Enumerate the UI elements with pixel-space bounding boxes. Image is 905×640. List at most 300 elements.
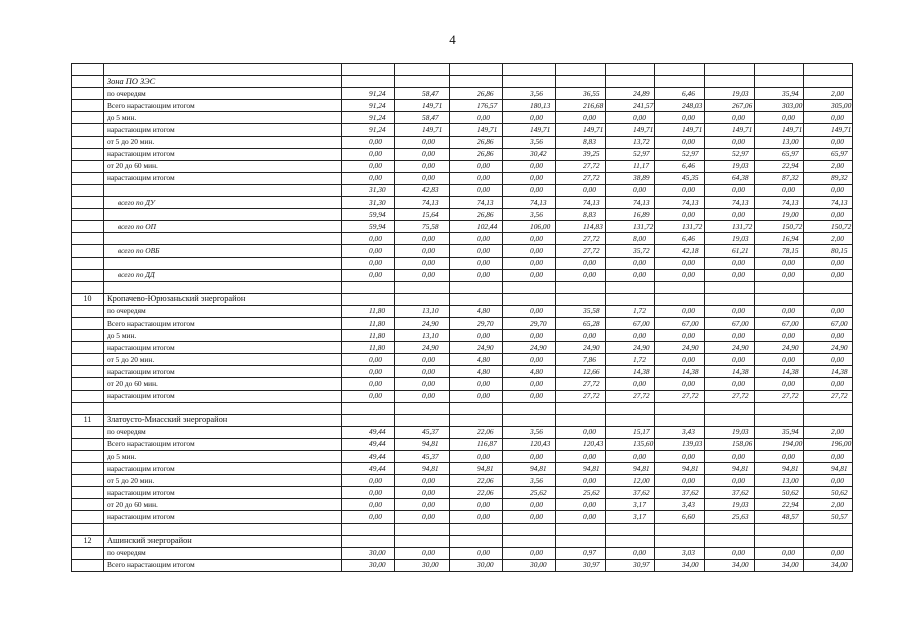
row-index-cell (72, 136, 104, 148)
value-cell: 74,13 (606, 197, 655, 209)
value-cell: 0,00 (342, 354, 395, 366)
value-cell: 0,00 (804, 305, 853, 317)
value-cell: 305,00 (804, 100, 853, 112)
value-cell: 0,00 (450, 511, 503, 523)
empty-cell (342, 402, 395, 414)
value-cell: 29,70 (450, 317, 503, 329)
value-cell: 0,00 (450, 160, 503, 172)
value-cell: 0,00 (556, 511, 606, 523)
row-index-cell (72, 317, 104, 329)
value-cell: 2,00 (804, 426, 853, 438)
value-cell: 0,00 (342, 487, 395, 499)
row-label-cell (104, 209, 342, 221)
value-cell: 27,72 (556, 160, 606, 172)
value-cell (556, 535, 606, 547)
empty-cell (503, 402, 556, 414)
value-cell: 74,13 (503, 197, 556, 209)
value-cell: 0,00 (804, 184, 853, 196)
value-cell: 176,57 (450, 100, 503, 112)
row-index-cell (72, 305, 104, 317)
table-row (72, 487, 853, 499)
value-cell: 30,42 (503, 148, 556, 160)
value-cell: 0,00 (804, 257, 853, 269)
value-cell: 65,97 (755, 148, 804, 160)
table-row (72, 136, 853, 148)
value-cell: 24,89 (606, 88, 655, 100)
value-cell: 0,00 (556, 451, 606, 463)
table-row (72, 438, 853, 450)
value-cell (606, 293, 655, 305)
value-cell: 26,86 (450, 148, 503, 160)
value-cell: 0,00 (395, 366, 450, 378)
value-cell: 0,00 (655, 378, 705, 390)
value-cell: 216,68 (556, 100, 606, 112)
value-cell: 8,83 (556, 136, 606, 148)
value-cell: 49,44 (342, 438, 395, 450)
value-cell: 114,83 (556, 221, 606, 233)
value-cell: 52,97 (655, 148, 705, 160)
value-cell: 27,72 (556, 172, 606, 184)
value-cell (804, 535, 853, 547)
value-cell: 0,00 (503, 257, 556, 269)
value-cell: 0,00 (804, 136, 853, 148)
value-cell: 50,57 (804, 511, 853, 523)
value-cell: 0,00 (395, 148, 450, 160)
value-cell: 0,00 (755, 547, 804, 559)
value-cell: 0,00 (395, 233, 450, 245)
value-cell: 13,10 (395, 305, 450, 317)
value-cell (755, 293, 804, 305)
value-cell: 30,00 (342, 559, 395, 571)
value-cell: 3,43 (655, 426, 705, 438)
table-row (72, 197, 853, 209)
value-cell (395, 535, 450, 547)
empty-cell (755, 64, 804, 76)
value-cell: 14,38 (804, 366, 853, 378)
value-cell: 0,00 (705, 136, 755, 148)
empty-cell (450, 281, 503, 293)
value-cell: 0,00 (804, 547, 853, 559)
table-spacer-row (72, 281, 853, 293)
empty-cell (395, 281, 450, 293)
value-cell: 0,00 (342, 499, 395, 511)
value-cell: 49,44 (342, 463, 395, 475)
value-cell: 0,00 (450, 184, 503, 196)
value-cell: 74,13 (556, 197, 606, 209)
value-cell: 50,62 (804, 487, 853, 499)
value-cell: 94,81 (556, 463, 606, 475)
value-cell (804, 76, 853, 88)
empty-cell (556, 523, 606, 535)
value-cell (755, 535, 804, 547)
empty-cell (556, 64, 606, 76)
value-cell: 74,13 (804, 197, 853, 209)
value-cell: 0,00 (655, 184, 705, 196)
value-cell: 49,44 (342, 451, 395, 463)
table-row (72, 330, 853, 342)
value-cell: 0,00 (503, 305, 556, 317)
value-cell: 6,46 (655, 233, 705, 245)
row-index-cell: 11 (72, 414, 104, 426)
value-cell (503, 535, 556, 547)
table-row (72, 317, 853, 329)
value-cell: 75,58 (395, 221, 450, 233)
empty-cell (804, 523, 853, 535)
table-row (72, 354, 853, 366)
value-cell: 0,00 (606, 451, 655, 463)
value-cell: 13,72 (606, 136, 655, 148)
value-cell: 0,00 (395, 269, 450, 281)
table-row (72, 76, 853, 88)
value-cell: 50,62 (755, 487, 804, 499)
row-index-cell: 12 (72, 535, 104, 547)
value-cell: 149,71 (503, 124, 556, 136)
value-cell: 0,00 (450, 172, 503, 184)
value-cell: 94,81 (804, 463, 853, 475)
row-label-cell (104, 233, 342, 245)
table-spacer-row (72, 402, 853, 414)
value-cell: 131,72 (705, 221, 755, 233)
value-cell: 0,00 (395, 245, 450, 257)
value-cell: 0,00 (342, 366, 395, 378)
value-cell: 52,97 (705, 148, 755, 160)
value-cell: 0,00 (450, 390, 503, 402)
table-row (72, 148, 853, 160)
row-index-cell (72, 76, 104, 88)
value-cell: 0,00 (804, 269, 853, 281)
value-cell: 0,00 (705, 378, 755, 390)
empty-cell (450, 523, 503, 535)
value-cell: 120,43 (556, 438, 606, 450)
value-cell: 180,13 (503, 100, 556, 112)
table-row (72, 257, 853, 269)
table-row (72, 390, 853, 402)
value-cell: 196,00 (804, 438, 853, 450)
table-row (72, 547, 853, 559)
row-index-cell (72, 451, 104, 463)
empty-cell (503, 523, 556, 535)
value-cell: 0,00 (705, 475, 755, 487)
empty-cell (606, 281, 655, 293)
value-cell: 24,90 (606, 342, 655, 354)
value-cell: 0,00 (705, 209, 755, 221)
value-cell: 3,17 (606, 499, 655, 511)
value-cell: 0,00 (395, 172, 450, 184)
row-label-cell: нарастающим итогом (104, 172, 342, 184)
empty-cell (104, 281, 342, 293)
row-label-cell: всего по ДД (104, 269, 342, 281)
empty-cell (606, 64, 655, 76)
table-row (72, 100, 853, 112)
table-row (72, 160, 853, 172)
value-cell: 1,72 (606, 305, 655, 317)
value-cell: 149,71 (606, 124, 655, 136)
value-cell: 8,00 (606, 233, 655, 245)
row-index-cell (72, 184, 104, 196)
value-cell: 27,72 (556, 245, 606, 257)
value-cell: 26,86 (450, 136, 503, 148)
value-cell: 3,56 (503, 426, 556, 438)
value-cell: 150,72 (755, 221, 804, 233)
table-row (72, 305, 853, 317)
value-cell: 91,24 (342, 88, 395, 100)
value-cell: 59,94 (342, 221, 395, 233)
value-cell (450, 293, 503, 305)
empty-cell (395, 523, 450, 535)
value-cell: 150,72 (804, 221, 853, 233)
value-cell (755, 414, 804, 426)
value-cell: 0,00 (503, 184, 556, 196)
value-cell (655, 76, 705, 88)
value-cell: 3,56 (503, 209, 556, 221)
row-index-cell (72, 209, 104, 221)
value-cell: 4,80 (503, 366, 556, 378)
value-cell: 30,00 (450, 559, 503, 571)
value-cell: 120,43 (503, 438, 556, 450)
row-label-cell: всего по ОВБ (104, 245, 342, 257)
value-cell: 303,00 (755, 100, 804, 112)
row-index-cell (72, 511, 104, 523)
value-cell: 0,00 (342, 245, 395, 257)
value-cell: 7,86 (556, 354, 606, 366)
value-cell: 3,17 (606, 511, 655, 523)
value-cell: 64,38 (705, 172, 755, 184)
value-cell: 24,90 (503, 342, 556, 354)
value-cell: 24,90 (450, 342, 503, 354)
value-cell: 0,00 (755, 354, 804, 366)
value-cell: 0,00 (705, 354, 755, 366)
value-cell: 0,00 (804, 378, 853, 390)
value-cell: 13,10 (395, 330, 450, 342)
row-index-cell (72, 354, 104, 366)
value-cell: 61,21 (705, 245, 755, 257)
empty-cell (450, 64, 503, 76)
empty-cell (503, 64, 556, 76)
value-cell: 0,00 (755, 269, 804, 281)
value-cell: 52,97 (606, 148, 655, 160)
value-cell (705, 535, 755, 547)
row-label-cell: нарастающим итогом (104, 487, 342, 499)
empty-cell (655, 281, 705, 293)
value-cell: 0,00 (503, 245, 556, 257)
row-index-cell (72, 172, 104, 184)
value-cell (503, 76, 556, 88)
row-label-cell: нарастающим итогом (104, 342, 342, 354)
value-cell: 0,00 (450, 499, 503, 511)
value-cell: 0,00 (804, 475, 853, 487)
value-cell: 67,00 (606, 317, 655, 329)
empty-cell (705, 402, 755, 414)
value-cell: 0,00 (503, 547, 556, 559)
value-cell: 11,80 (342, 317, 395, 329)
row-label-cell: до 5 мин. (104, 330, 342, 342)
row-label-cell: всего по ОП (104, 221, 342, 233)
row-label-cell: от 20 до 60 мин. (104, 160, 342, 172)
table-row (72, 463, 853, 475)
value-cell: 0,00 (503, 233, 556, 245)
value-cell: 0,00 (342, 511, 395, 523)
value-cell: 14,38 (655, 366, 705, 378)
value-cell (655, 293, 705, 305)
value-cell: 0,00 (503, 511, 556, 523)
value-cell: 19,00 (755, 209, 804, 221)
value-cell: 131,72 (655, 221, 705, 233)
row-label-cell: по очередям (104, 88, 342, 100)
row-label-cell: по очередям (104, 305, 342, 317)
value-cell: 0,00 (606, 257, 655, 269)
value-cell: 0,00 (705, 112, 755, 124)
row-label-cell: до 5 мин. (104, 112, 342, 124)
value-cell: 0,00 (342, 257, 395, 269)
value-cell: 0,00 (395, 390, 450, 402)
value-cell: 0,00 (556, 257, 606, 269)
empty-cell (342, 523, 395, 535)
value-cell (450, 535, 503, 547)
value-cell: 36,55 (556, 88, 606, 100)
value-cell: 248,03 (655, 100, 705, 112)
table-row (72, 378, 853, 390)
value-cell: 0,00 (450, 269, 503, 281)
value-cell: 58,47 (395, 88, 450, 100)
value-cell: 0,00 (655, 136, 705, 148)
value-cell: 0,97 (556, 547, 606, 559)
value-cell: 74,13 (395, 197, 450, 209)
row-index-cell (72, 487, 104, 499)
value-cell: 13,00 (755, 475, 804, 487)
value-cell (503, 293, 556, 305)
value-cell: 0,00 (655, 305, 705, 317)
row-index-cell (72, 475, 104, 487)
table-row (72, 451, 853, 463)
value-cell: 0,00 (450, 112, 503, 124)
value-cell: 11,80 (342, 342, 395, 354)
value-cell: 37,62 (606, 487, 655, 499)
value-cell: 0,00 (755, 378, 804, 390)
value-cell: 149,71 (556, 124, 606, 136)
empty-cell (606, 523, 655, 535)
value-cell: 149,71 (655, 124, 705, 136)
value-cell: 19,03 (705, 426, 755, 438)
row-label-cell: Кропачево-Юрюзаньский энергорайон (104, 293, 342, 305)
value-cell: 0,00 (342, 475, 395, 487)
value-cell: 135,60 (606, 438, 655, 450)
value-cell: 0,00 (755, 112, 804, 124)
value-cell: 0,00 (755, 330, 804, 342)
value-cell: 194,00 (755, 438, 804, 450)
row-index-cell (72, 148, 104, 160)
value-cell (705, 293, 755, 305)
value-cell: 91,24 (342, 100, 395, 112)
empty-cell (395, 402, 450, 414)
value-cell: 0,00 (655, 451, 705, 463)
row-index-cell (72, 88, 104, 100)
value-cell: 24,90 (804, 342, 853, 354)
value-cell: 24,90 (556, 342, 606, 354)
value-cell: 0,00 (556, 499, 606, 511)
row-index-cell (72, 378, 104, 390)
value-cell (556, 76, 606, 88)
value-cell: 4,80 (450, 366, 503, 378)
value-cell: 0,00 (450, 451, 503, 463)
value-cell: 34,00 (755, 559, 804, 571)
row-index-cell (72, 426, 104, 438)
value-cell: 94,81 (503, 463, 556, 475)
value-cell: 6,46 (655, 160, 705, 172)
empty-cell (556, 402, 606, 414)
value-cell: 11,17 (606, 160, 655, 172)
value-cell: 30,00 (395, 559, 450, 571)
empty-cell (755, 281, 804, 293)
value-cell: 30,00 (342, 547, 395, 559)
value-cell: 1,72 (606, 354, 655, 366)
value-cell: 14,38 (606, 366, 655, 378)
value-cell: 0,00 (655, 269, 705, 281)
value-cell: 80,15 (804, 245, 853, 257)
row-index-cell: 10 (72, 293, 104, 305)
value-cell: 42,83 (395, 184, 450, 196)
row-label-cell: Всего нарастающим итогом (104, 100, 342, 112)
value-cell: 102,44 (450, 221, 503, 233)
value-cell: 14,38 (755, 366, 804, 378)
value-cell: 87,32 (755, 172, 804, 184)
value-cell: 0,00 (342, 148, 395, 160)
value-cell: 49,44 (342, 426, 395, 438)
value-cell: 30,00 (503, 559, 556, 571)
value-cell: 14,38 (705, 366, 755, 378)
empty-cell (104, 402, 342, 414)
value-cell (804, 414, 853, 426)
value-cell: 22,06 (450, 487, 503, 499)
row-index-cell (72, 342, 104, 354)
value-cell: 67,00 (755, 317, 804, 329)
value-cell: 0,00 (705, 257, 755, 269)
value-cell: 0,00 (705, 184, 755, 196)
value-cell: 6,46 (655, 88, 705, 100)
value-cell: 27,72 (556, 378, 606, 390)
value-cell: 0,00 (556, 475, 606, 487)
table-row (72, 475, 853, 487)
value-cell: 0,00 (503, 499, 556, 511)
table-row (72, 414, 853, 426)
value-cell: 15,64 (395, 209, 450, 221)
value-cell: 0,00 (395, 487, 450, 499)
value-cell: 158,06 (705, 438, 755, 450)
value-cell: 3,43 (655, 499, 705, 511)
value-cell: 0,00 (705, 305, 755, 317)
value-cell: 45,37 (395, 451, 450, 463)
empty-cell (72, 523, 104, 535)
value-cell: 89,32 (804, 172, 853, 184)
value-cell: 2,00 (804, 88, 853, 100)
value-cell: 131,72 (606, 221, 655, 233)
empty-cell (705, 281, 755, 293)
value-cell: 24,90 (655, 342, 705, 354)
value-cell (606, 535, 655, 547)
row-label-cell: от 5 до 20 мин. (104, 136, 342, 148)
value-cell: 3,56 (503, 475, 556, 487)
row-label-cell: нарастающим итогом (104, 124, 342, 136)
value-cell (342, 414, 395, 426)
value-cell: 0,00 (556, 426, 606, 438)
value-cell: 27,72 (556, 233, 606, 245)
value-cell: 27,72 (705, 390, 755, 402)
value-cell: 15,17 (606, 426, 655, 438)
value-cell: 4,80 (450, 305, 503, 317)
table-row (72, 233, 853, 245)
value-cell: 106,00 (503, 221, 556, 233)
value-cell: 16,89 (606, 209, 655, 221)
value-cell: 0,00 (503, 330, 556, 342)
